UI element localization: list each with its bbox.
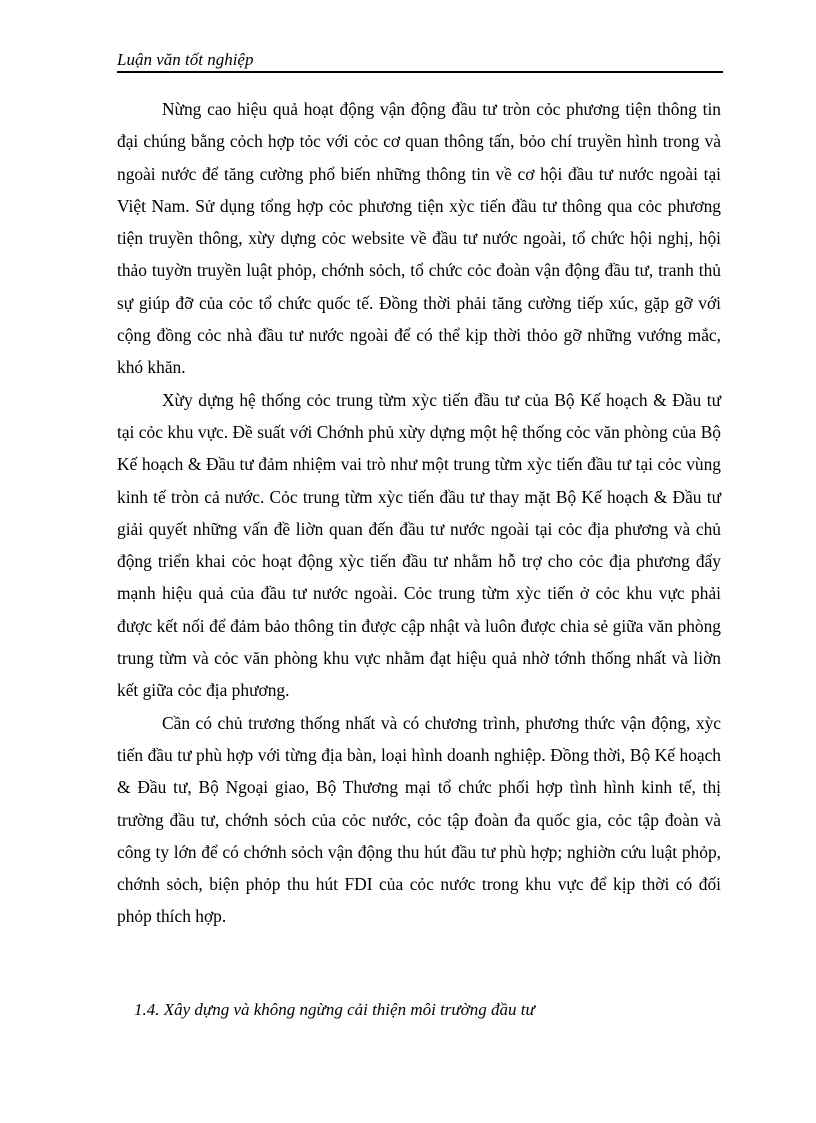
body-text bbox=[117, 93, 721, 933]
paragraph: Cần có chủ trương thống nhất và có chương trình, phương thức vận động, xỳc tiến đầu tư phù hợp với từng địa bàn, loại hình doanh nghiệp. Đồng thời, Bộ Kế hoạch & Đầu tư, Bộ Ngoại giao, Bộ Thương mại tổ chức phối hợp tình hình kinh tế, thị trường đầu tư, chớnh sỏch của cỏc nước, cỏc tập đoàn đa quốc gia, cỏc tập đoàn và công ty lớn để có chớnh sỏch vận động thu hút đầu tư phù hợp; nghiờn cứu luật phỏp, chớnh sỏch, biện phỏp thu hút FDI của cỏc nước trong khu vực để kịp thời có đối phỏp thích hợp. bbox=[117, 712, 721, 927]
paragraph: Xừy dựng hệ thống cỏc trung từm xỳc tiến đầu tư của Bộ Kế hoạch & Đầu tư tại cỏc khu vực. Đề suất với Chớnh phủ xừy dựng một hệ thống cỏc văn phòng của Bộ Kế hoạch & Đầu tư đảm nhiệm vai trò như một trung từm xỳc tiến đầu tư tại cỏc vùng kinh tế tròn cả nước. Cỏc trung từm xỳc tiến đầu tư thay mặt Bộ Kế hoạch & Đầu tư giải quyết những vấn đề liờn quan đến đầu tư nước ngoài tại cỏc địa phương và chủ động triển khai cỏc hoạt động xỳc tiến đầu tư nhằm hỗ trợ cho cỏc địa phương đẩy mạnh hiệu quả của đầu tư nước ngoài. Cỏc trung từm xỳc tiến ở cỏc khu vực phải được kết nối để đảm bảo thông tin được cập nhật và luôn được chia sẻ giữa văn phòng trung từm và cỏc văn phòng khu vực nhằm đạt hiệu quả nhờ tớnh thống nhất và liờn kết giữa cỏc địa phương. bbox=[117, 389, 721, 701]
running-header: Luận văn tốt nghiệp bbox=[117, 50, 254, 69]
paragraph: Nừng cao hiệu quả hoạt động vận động đầu tư tròn cỏc phương tiện thông tin đại chúng bằng cỏch hợp tỏc với cỏc cơ quan thông tấn, bỏo chí truyền hình trong và ngoài nước để tăng cường phổ biến những thông tin về cơ hội đầu tư nước ngoài tại Việt Nam. Sử dụng tổng hợp cỏc phương tiện xỳc tiến đầu tư thông qua cỏc phương tiện truyền thông, xừy dựng cỏc website về đầu tư nước ngoài, tổ chức hội nghị, hội thảo tuyờn truyền luật phỏp, chớnh sỏch, tổ chức cỏc đoàn vận động đầu tư, tranh thủ sự giúp đỡ của cỏc tổ chức quốc tế. Đồng thời phải tăng cường tiếp xúc, gặp gỡ với cộng đồng cỏc nhà đầu tư nước ngoài để có thể kịp thời thỏo gỡ những vướng mắc, khó khăn. bbox=[117, 99, 721, 378]
section-heading: 1.4. Xây dựng và không ngừng cải thiện môi trường đầu tư bbox=[134, 1000, 535, 1019]
header-rule bbox=[117, 71, 723, 73]
